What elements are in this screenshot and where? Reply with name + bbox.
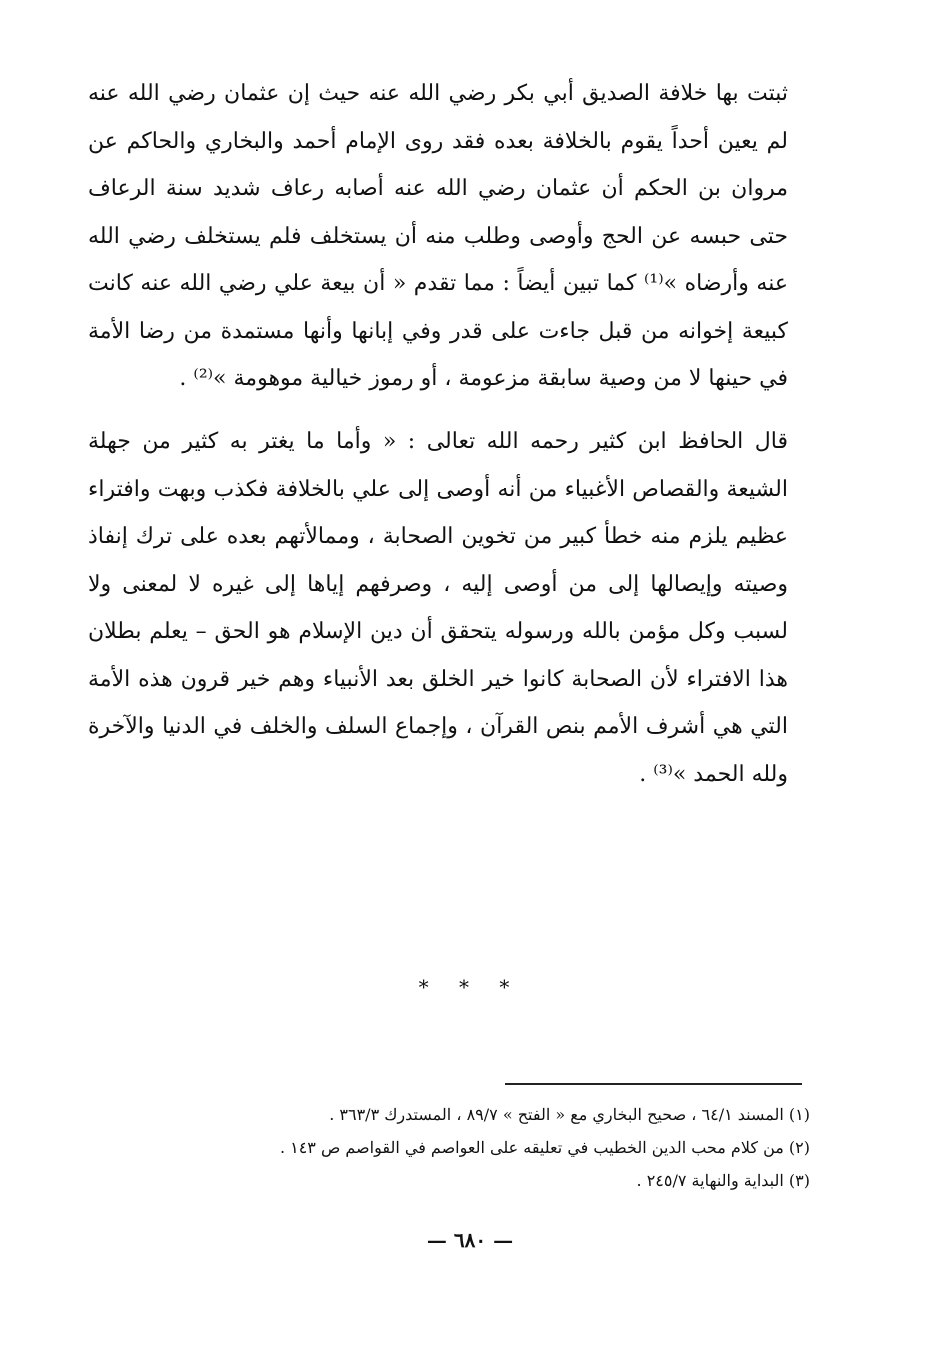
footnote-2: (٢) من كلام محب الدين الخطيب في تعليقه على العواصم في القواصم ص ١٤٣ . (279, 1138, 810, 1157)
footnote-separator-line (505, 1083, 802, 1085)
page-number: — ٦٨٠ — (426, 1228, 514, 1252)
footnotes-list (150, 1098, 810, 1197)
section-divider-ornament: * * * (418, 975, 522, 999)
footnote-3: (٣) البداية والنهاية ٢٤٥/٧ . (636, 1171, 810, 1190)
body-paragraph-1: ثبتت بها خلافة الصديق أبي بكر رضي الله عنه حيث إن عثمان رضي الله عنه لم يعين أحداً يقوم بالخلافة بعده فقد روى الإمام أحمد والبخاري والحاكم عن مروان بن الحكم أن عثمان رضي الله عنه أصابه رعاف شديد سنة الرعاف حتى حبسه عن الحج وأوصى وطلب منه أن يستخلف فلم يستخلف رضي الله عنه وأرضاه »⁽¹⁾ كما تبين أيضاً : مما تقدم « أن بيعة علي رضي الله عنه كانت كبيعة إخوانه من قبل جاءت على قدر وفي إبانها وأنها مستمدة من رضا الأمة في حينها لا من وصية سابقة مزعومة ، أو رموز خيالية موهومة »⁽²⁾ . (88, 81, 788, 391)
footnote-1: (١) المسند ٦٤/١ ، صحيح البخاري مع « الفتح » ٨٩/٧ ، المستدرك ٣٦٣/٣ . (329, 1105, 810, 1124)
body-paragraph-2: قال الحافظ ابن كثير رحمه الله تعالى : « وأما ما يغتر به كثير من جهلة الشيعة والقصاص الأغبياء من أنه أوصى إلى علي بالخلافة فكذب وبهت وافتراء عظيم يلزم منه خطأ كبير من تخوين الصحابة ، وممالأتهم بعده على ترك إنفاذ وصيته وإيصالها إلى من أوصى إليه ، وصرفهم إياها إلى غيره لا لمعنى ولا لسبب وكل مؤمن بالله ورسوله يتحقق أن دين الإسلام هو الحق – يعلم بطلان هذا الافتراء لأن الصحابة كانوا خير الخلق بعد الأنبياء وهم خير قرون هذه الأمة التي هي أشرف الأمم بنص القرآن ، وإجماع السلف والخلف في الدنيا والآخرة ولله الحمد »⁽³⁾ . (88, 429, 789, 787)
